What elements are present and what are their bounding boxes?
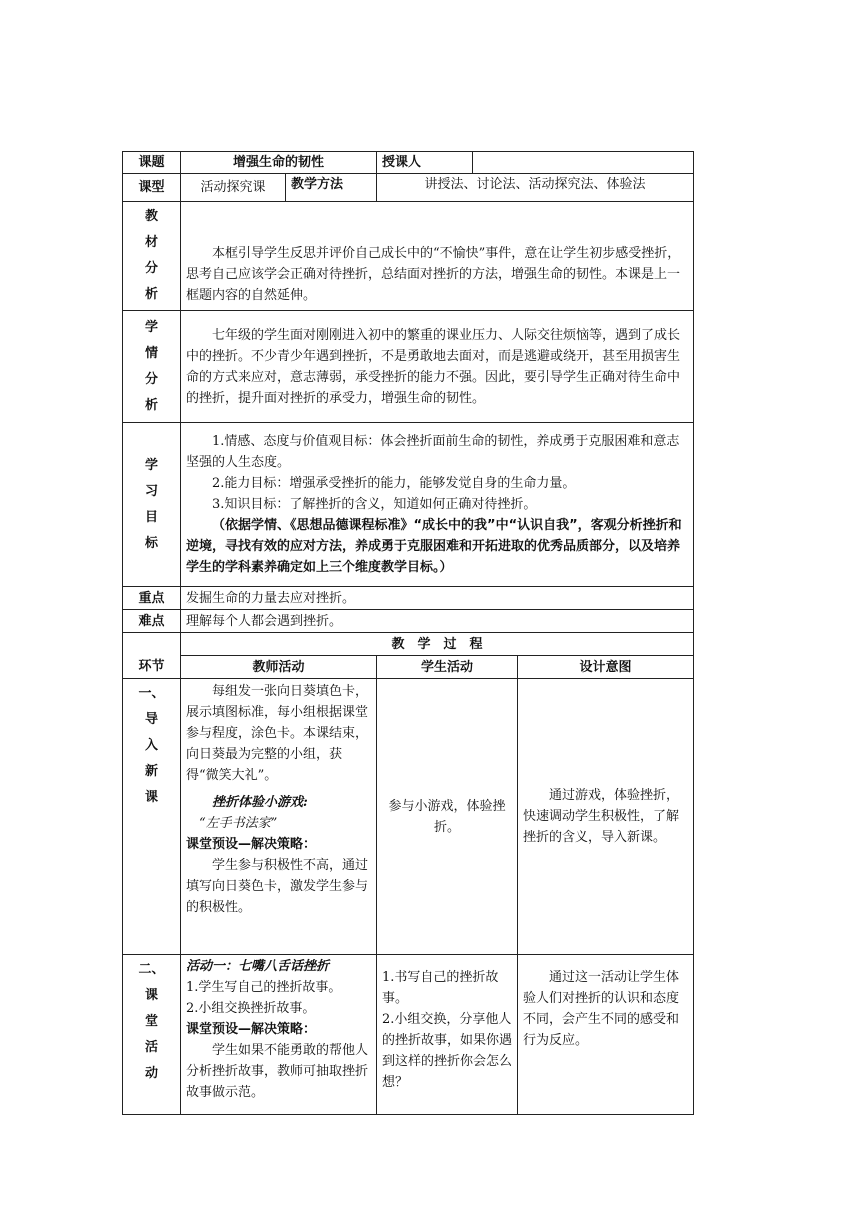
design-intent-classroom: 通过这一活动让学生体验人们对挫折的认识和态度不同，会产生不同的感受和行为反应。 [518,955,694,1115]
process-row-activity [123,955,694,1115]
goal-item: 2.能力目标：增强承受挫折的能力，能够发觉自身的生命力量。 [212,476,576,491]
process-title-row [123,633,694,656]
method-label: 教学方法 [286,174,377,202]
material-analysis-row [123,202,694,311]
preset-text: 学生如果不能勇敢的帮他人分析挫折故事，教师可抽取挫折故事做示范。 [186,1043,369,1100]
learning-goals-row [123,423,694,587]
lesson-plan-table [122,151,694,1115]
key-point-label: 重点 [123,587,181,610]
preset-label: 课堂预设—解决策略： [186,1022,317,1037]
learner-analysis-row [123,311,694,423]
learning-goals-label: 学 习 目 标 [123,423,181,587]
topic-value: 增强生命的韧性 [181,152,377,174]
stage-intro-label: 一、 导 入 新 课 [123,679,181,955]
process-header-row [123,656,694,679]
material-analysis-text: 本框引导学生反思并评价自己成长中的“不愉快”事件，意在让学生初步感受挫折，思考自己应该学会正确对待挫折，总结面对挫折的方法，增强生命的韧性。本课是上一框题内容的自然延伸。 [181,202,694,311]
learner-analysis-label: 学 情 分 析 [123,311,181,423]
difficulty-text: 理解每个人都会遇到挫折。 [181,610,694,633]
type-label: 课型 [123,174,181,202]
activity-title: 活动一：七嘴八舌话挫折 [186,959,330,974]
teacher-value [473,152,694,174]
col-student-header: 学生活动 [377,656,518,679]
learner-analysis-text: 七年级的学生面对刚刚进入初中的繁重的课业压力、人际交往烦恼等，遇到了成长中的挫折。不少青少年遇到挫折，不是勇敢地去面对，而是逃避或绕开，甚至用损害生命的方式来应对，意志薄弱，承受挫折的能力不强。因此，要引导学生正确对待生命中的挫折，提升面对挫折的承受力，增强生命的韧性。 [181,311,694,423]
difficulty-label: 难点 [123,610,181,633]
game-name: “左手书法家” [199,816,278,831]
goal-item: 3.知识目标：了解挫折的含义，知道如何正确对待挫折。 [212,497,537,512]
type-row [123,174,694,202]
stage-header: 环节 [123,633,181,679]
teacher-label: 授课人 [377,152,473,174]
topic-row [123,152,694,174]
col-design-header: 设计意图 [518,656,694,679]
difficulty-row [123,610,694,633]
design-intent-intro: 通过游戏，体验挫折，快速调动学生积极性，了解挫折的含义，导入新课。 [518,679,694,955]
goal-item: 1.情感、态度与价值观目标：体会挫折面前生命的韧性，养成勇于克服困难和意志坚强的人生态度。 [186,434,680,470]
game-title: 挫折体验小游戏: [212,795,308,810]
teacher-activity-intro: 每组发一张向日葵填色卡，展示填图标准，每小组根据课堂参与程度，涂色卡。本课结束，向日葵最为完整的小组，获得“微笑大礼”。 挫折体验小游戏: “左手书法家” 课堂预设—解决策略： 学生参与积极性不高，通过填写向日葵色卡，激发学生参与的积极性。 [181,679,377,955]
topic-label: 课题 [123,152,181,174]
student-activity-classroom: 1.书写自己的挫折故事。 2.小组交换，分享他人的挫折故事，如果你遇到这样的挫折你会怎么想？ [377,955,518,1115]
stage-activity-label: 二、 课 堂 活 动 [123,955,181,1115]
col-teacher-header: 教师活动 [181,656,377,679]
process-title: 教 学 过 程 [181,633,694,656]
key-point-text: 发掘生命的力量去应对挫折。 [181,587,694,610]
learning-goals-text [181,423,694,587]
type-value: 活动探究课 [181,174,286,202]
process-row-intro [123,679,694,955]
lesson-plan-document [122,151,693,1115]
teacher-activity-classroom: 活动一：七嘴八舌话挫折 1.学生写自己的挫折故事。 2.小组交换挫折故事。 课堂预设—解决策略： 学生如果不能勇敢的帮他人分析挫折故事，教师可抽取挫折故事做示范。 [181,955,377,1115]
method-value: 讲授法、讨论法、活动探究法、体验法 [377,174,694,202]
preset-label: 课堂预设—解决策略： [186,837,317,852]
preset-text: 学生参与积极性不高，通过填写向日葵色卡，激发学生参与的积极性。 [186,858,369,915]
key-point-row [123,587,694,610]
goal-basis: （依据学情、《思想品德课程标准》“成长中的我”中“认识自我”，客观分析挫折和逆境，寻找有效的应对方法，养成勇于克服困难和开拓进取的优秀品质部分，以及培养学生的学科素养确定如上三个维度教学目标。） [186,518,682,575]
material-analysis-label: 教 材 分 析 [123,202,181,311]
student-activity-intro: 参与小游戏，体验挫折。 [377,679,518,955]
